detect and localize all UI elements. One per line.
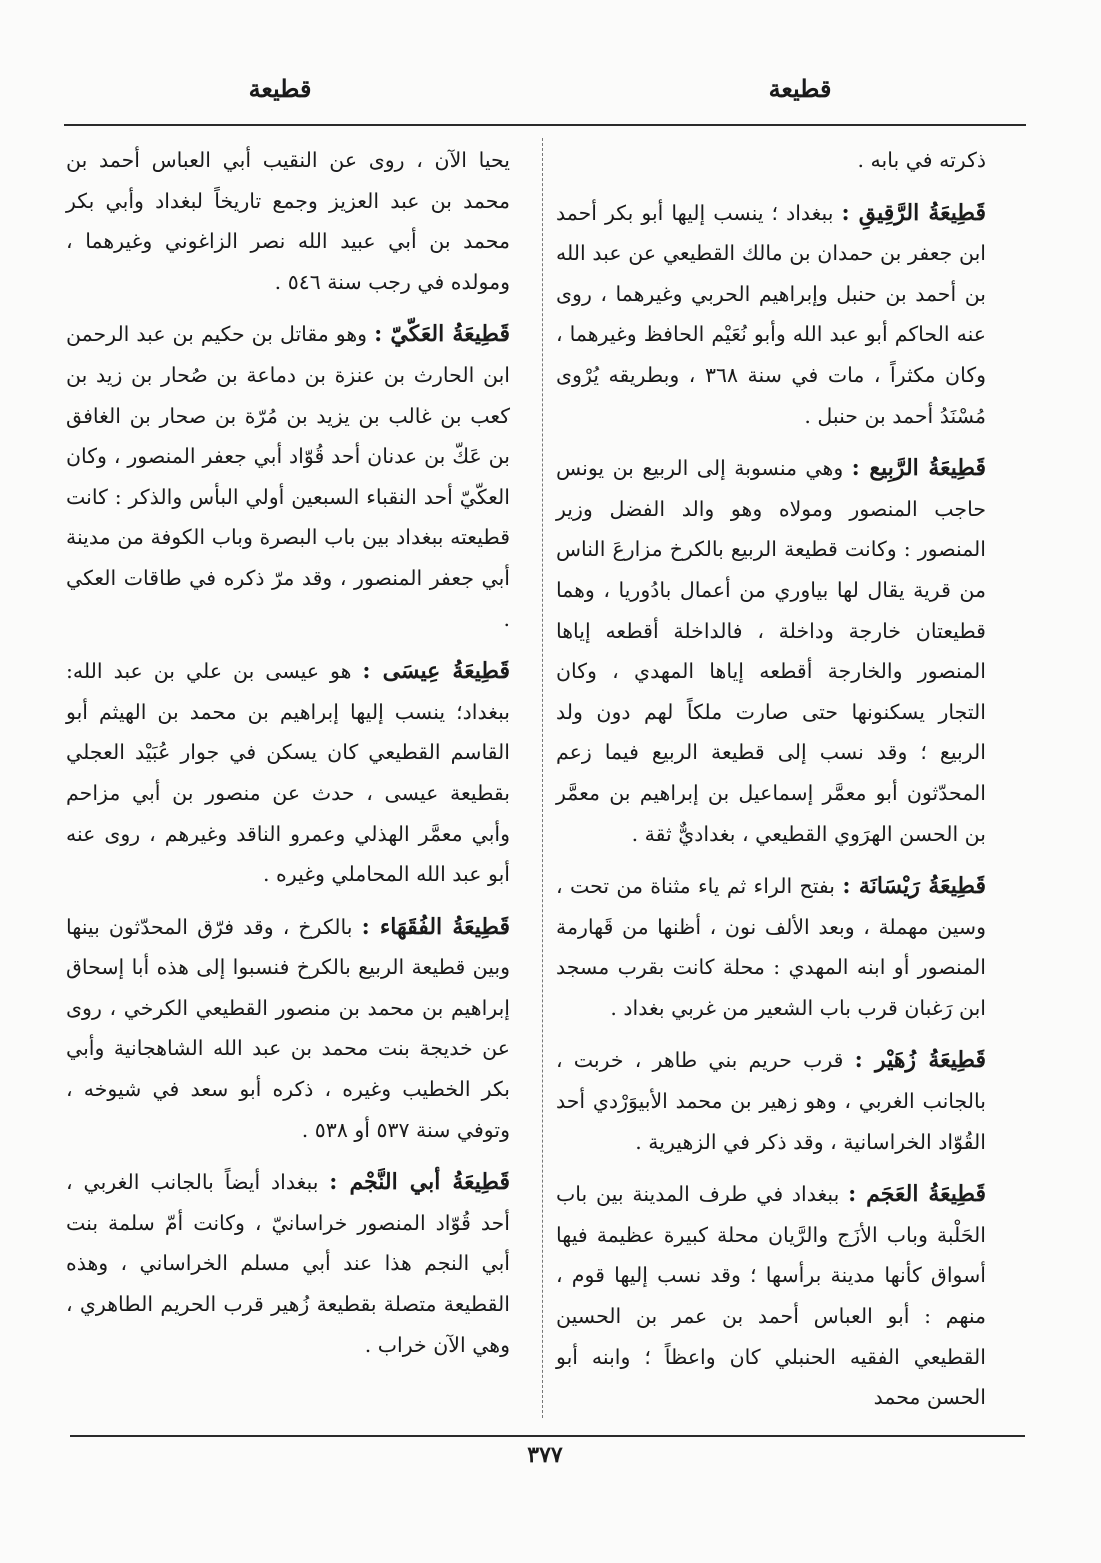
entry-text: بفتح الراء ثم ياء مثناة من تحت ، وسين مهملة ، وبعد الألف نون ، أظنها من قَهارمة المنصور أو ابنه المهدي : محلة كانت بقرب مسجد ابن رَغبان قرب باب الشعير من غربي بغداد . [556, 874, 986, 1020]
entry-text: ببغداد أيضاً بالجانب الغربي ، أحد قُوّاد المنصور خراسانيّ ، وكانت أمّ سلمة بنت أبي النجم هذا عند أبي مسلم الخراساني ، وهذه القطيعة متصلة بقطيعة زُهير قرب الحريم الطاهري ، وهي الآن خراب . [66, 1170, 510, 1357]
entry-text: بالكرخ ، وقد فرّق المحدّثون بينها وبين قطيعة الربيع بالكرخ فنسبوا إلى هذه أبا إسحاق إبراهيم بن محمد بن منصور القطيعي الكرخي ، روى عن خديجة بنت محمد بن عبد الله الشاهجانية وأبي بكر الخطيب وغيره ، ذكره أبو سعد في شيوخه ، وتوفي سنة ٥٣٧ أو ٥٣٨ . [66, 914, 510, 1142]
footer-rule [70, 1435, 1025, 1437]
entry-qatiat-al-ajam [556, 1174, 986, 1418]
entry-term: قَطِيعَةُ العَجَم : [848, 1181, 986, 1208]
entry-text: وهو مقاتل بن حكيم بن عبد الرحمن ابن الحارث بن عنزة بن دماعة بن صُحار بن زيد بن كعب بن غالب بن يزيد بن مُرّة بن صحار بن الغافق بن عَكّ بن عدنان أحد قُوّاد أبي جعفر المنصور ، وكان العكّيّ أحد النقباء السبعين أولي البأس والذكر : كانت قطيعته ببغداد بين باب البصرة وباب الكوفة من مدينة أبي جعفر المنصور ، وقد مرّ ذكره في طاقات العكي . [66, 322, 510, 631]
entry-qatiat-al-rabi [556, 448, 986, 854]
running-head-right: قطيعة [768, 74, 832, 103]
continuation-text: يحيا الآن ، روى عن النقيب أبي العباس أحمد بن محمد بن عبد العزيز وجمع تاريخاً لبغداد وأبي بكر محمد بن أبي عبيد الله نصر الزاغوني وغيرهما ، ومولده في رجب سنة ٥٤٦ . [66, 148, 510, 294]
entry-term: قَطِيعَةُ أبي النَّجْم : [329, 1169, 510, 1196]
entry-text: ببغداد ؛ ينسب إليها أبو بكر أحمد ابن جعفر بن حمدان بن مالك القطيعي عن عبد الله بن أحمد بن حنبل وإبراهيم الحربي وغيرهما ، روى عنه الحاكم أبو عبد الله وأبو نُعَيْم الحافظ وغيرهما ، وكان مكثراً ، مات في سنة ٣٦٨ ، وبطريقه يُرْوى مُسْنَدُ أحمد بن حنبل . [556, 200, 986, 428]
entry-qatiat-abi-al-najm [66, 1162, 510, 1365]
entry-term: قَطِيعَةُ الفُقَهَاء : [361, 913, 510, 940]
entry-qatiat-isa [66, 651, 510, 895]
right-column [556, 140, 986, 1430]
column-divider [542, 138, 543, 1418]
entry-text: وهي منسوبة إلى الربيع بن يونس حاجب المنصور ومولاه وهو والد الفضل وزير المنصور : وكانت قطيعة الربيع بالكرخ مزارعَ الناس من قرية يقال لها بياوري من أعمال بادُوريا ، وهما قطيعتان خارجة وداخلة ، فالداخلة أقطعه إياها المنصور والخارجة أقطعه إياها المهدي ، وكان التجار يسكنونها حتى صارت ملكاً لهم دون ولد الربيع ؛ وقد نسب إلى قطيعة الربيع فيما زعم المحدّثون أبو معمَّر إسماعيل بن إبراهيم بن معمَّر بن الحسن الهرَوي القطيعي ، بغداديٌّ ثقة . [556, 456, 986, 846]
entry-text: هو عيسى بن علي بن عبد الله: ببغداد؛ ينسب إليها إبراهيم بن محمد بن الهيثم أبو القاسم القطيعي كان يسكن في جوار عُبَيْد العجلي بقطيعة عيسى ، حدث عن منصور بن أبي مزاحم وأبي معمَّر الهذلي وعمرو الناقد وغيرهم ، روى عنه أبو عبد الله المحاملي وغيره . [66, 659, 510, 887]
entry-term: قَطِيعَةُ رَيْسَانَة : [842, 873, 986, 900]
entry-term: قَطِيعَةُ عِيسَى : [362, 658, 510, 685]
entry-text: ببغداد في طرف المدينة بين باب الحَلْبة وباب الأزَج والرَّيان محلة كبيرة عظيمة فيها أسواق كأنها مدينة برأسها ؛ وقد نسب إليها قوم ، منهم : أبو العباس أحمد بن عمر بن الحسين القطيعي الفقيه الحنبلي كان واعظاً ؛ وابنه أبو الحسن محمد [556, 1182, 986, 1410]
entry-qatiat-raysana [556, 866, 986, 1028]
left-column [66, 140, 510, 1377]
entry-term: قَطِيعَةُ العَكّيّ : [374, 321, 510, 348]
continuation-text: ذكرته في بابه . [857, 148, 986, 172]
entry-qatiat-al-raqiq [556, 193, 986, 437]
header-rule [64, 124, 1026, 126]
entry-qatiat-al-fuqaha [66, 907, 510, 1151]
entry-qatiat-zuhayr [556, 1040, 986, 1162]
entry-qatiat-al-akki [66, 314, 510, 639]
page-number: ٣٧٧ [527, 1442, 563, 1468]
running-head-left: قطيعة [248, 74, 312, 103]
entry-text: قرب حريم بني طاهر ، خربت ، بالجانب الغربي ، وهو زهير بن محمد الأبيوَرْدي أحد القُوّاد الخراسانية ، وقد ذكر في الزهيرية . [556, 1048, 986, 1154]
entry-term: قَطِيعَةُ الرَّقِيقِ : [841, 199, 986, 226]
entry-term: قَطِيعَةُ زُهَيْر : [854, 1047, 986, 1074]
entry-term: قَطِيعَةُ الرَّبِيع : [851, 455, 986, 482]
